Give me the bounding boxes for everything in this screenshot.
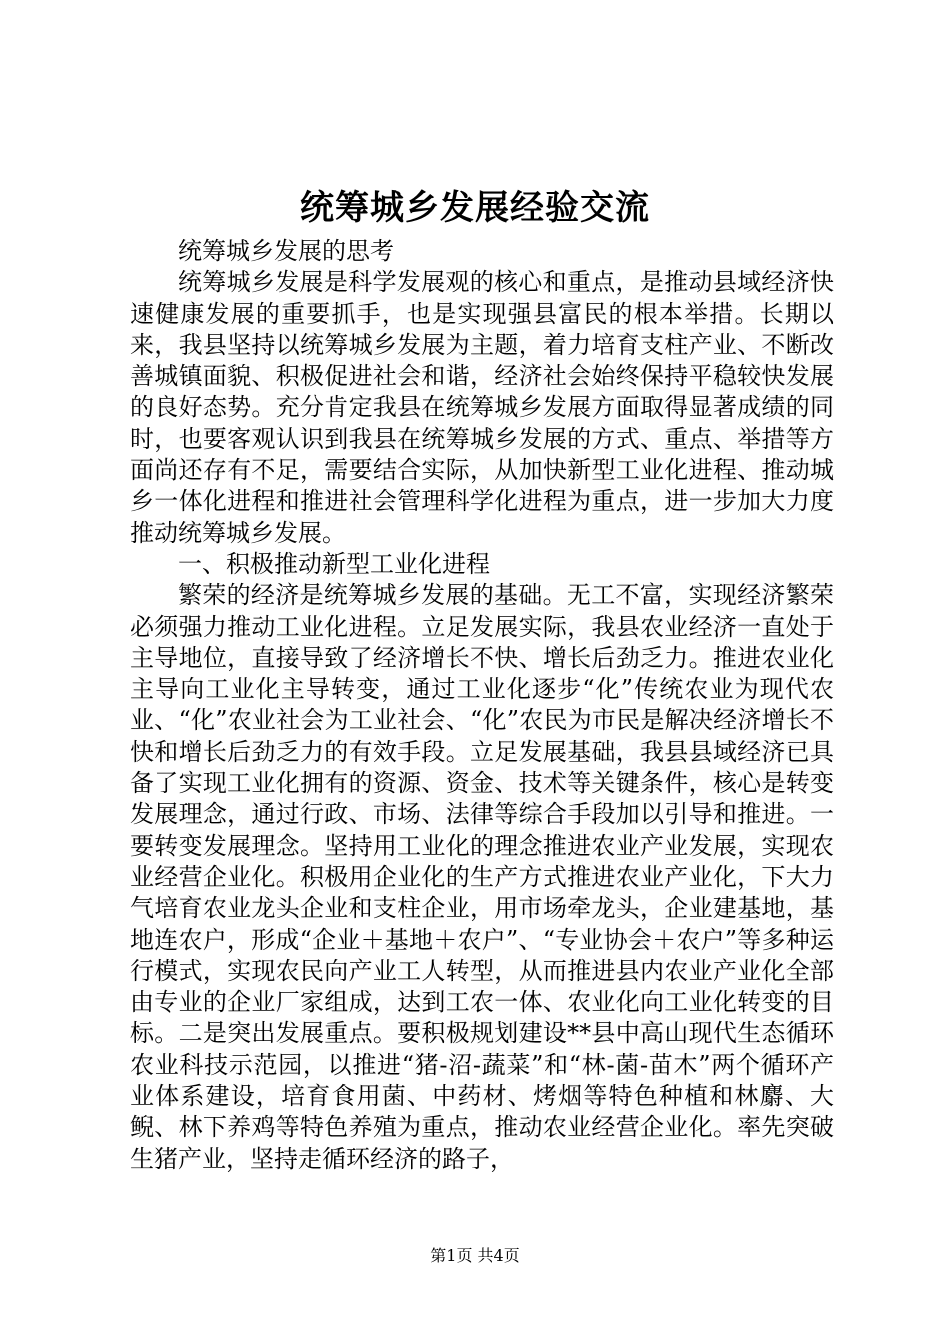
document-title: 统筹城乡发展经验交流 [300, 188, 650, 228]
document-body [130, 236, 834, 1175]
page-footer: 第1页 共4页 [430, 1246, 520, 1265]
paragraph-intro: 统筹城乡发展是科学发展观的核心和重点，是推动县域经济快速健康发展的重要抓手，也是实现强县富民的根本举措。长期以来，我县坚持以统筹城乡发展为主题，着力培育支柱产业、不断改善城镇面貌、积极促进社会和谐，经济社会始终保持平稳较快发展的良好态势。充分肯定我县在统筹城乡发展方面取得显著成绩的同时，也要客观认识到我县在统筹城乡发展的方式、重点、举措等方面尚还存有不足，需要结合实际，从加快新型工业化进程、推动城乡一体化进程和推进社会管理科学化进程为重点，进一步加大力度推动统筹城乡发展。 [130, 268, 834, 547]
paragraph-subtitle: 统筹城乡发展的思考 [178, 237, 394, 265]
section-heading-1: 一、积极推动新型工业化进程 [178, 549, 490, 578]
paragraph-section-1: 繁荣的经济是统筹城乡发展的基础。无工不富，实现经济繁荣必须强力推动工业化进程。立足发展实际，我县农业经济一直处于主导地位，直接导致了经济增长不快、增长后劲乏力。推进农业化主导向工业化主导转变，通过工业化逐步“化”传统农业为现代农业、“化”农业社会为工业社会、“化”农民为市民是解决经济增长不快和增长后劲乏力的有效手段。立足发展基础，我县县域经济已具备了实现工业化拥有的资源、资金、技术等关键条件，核心是转变发展理念，通过行政、市场、法律等综合手段加以引导和推进。一要转变发展理念。坚持用工业化的理念推进农业产业发展，实现农业经营企业化。积极用企业化的生产方式推进农业产业化，下大力气培育农业龙头企业和支柱企业，用市场牵龙头，企业建基地，基地连农户，形成“企业＋基地＋农户”、“专业协会＋农户”等多种运行模式，实现农民向产业工人转型，从而推进县内农业产业化全部由专业的企业厂家组成，达到工农一体、农业化向工业化转变的目标。二是突出发展重点。要积极规划建设**县中高山现代生态循环农业科技示范园，以推进“猪-沼-蔬菜”和“林-菌-苗木”两个循环产业体系建设，培育食用菌、中药材、烤烟等特色种植和林麝、大鲵、林下养鸡等特色养殖为重点，推动农业经营企业化。率先突破生猪产业，坚持走循环经济的路子， [130, 581, 834, 1173]
